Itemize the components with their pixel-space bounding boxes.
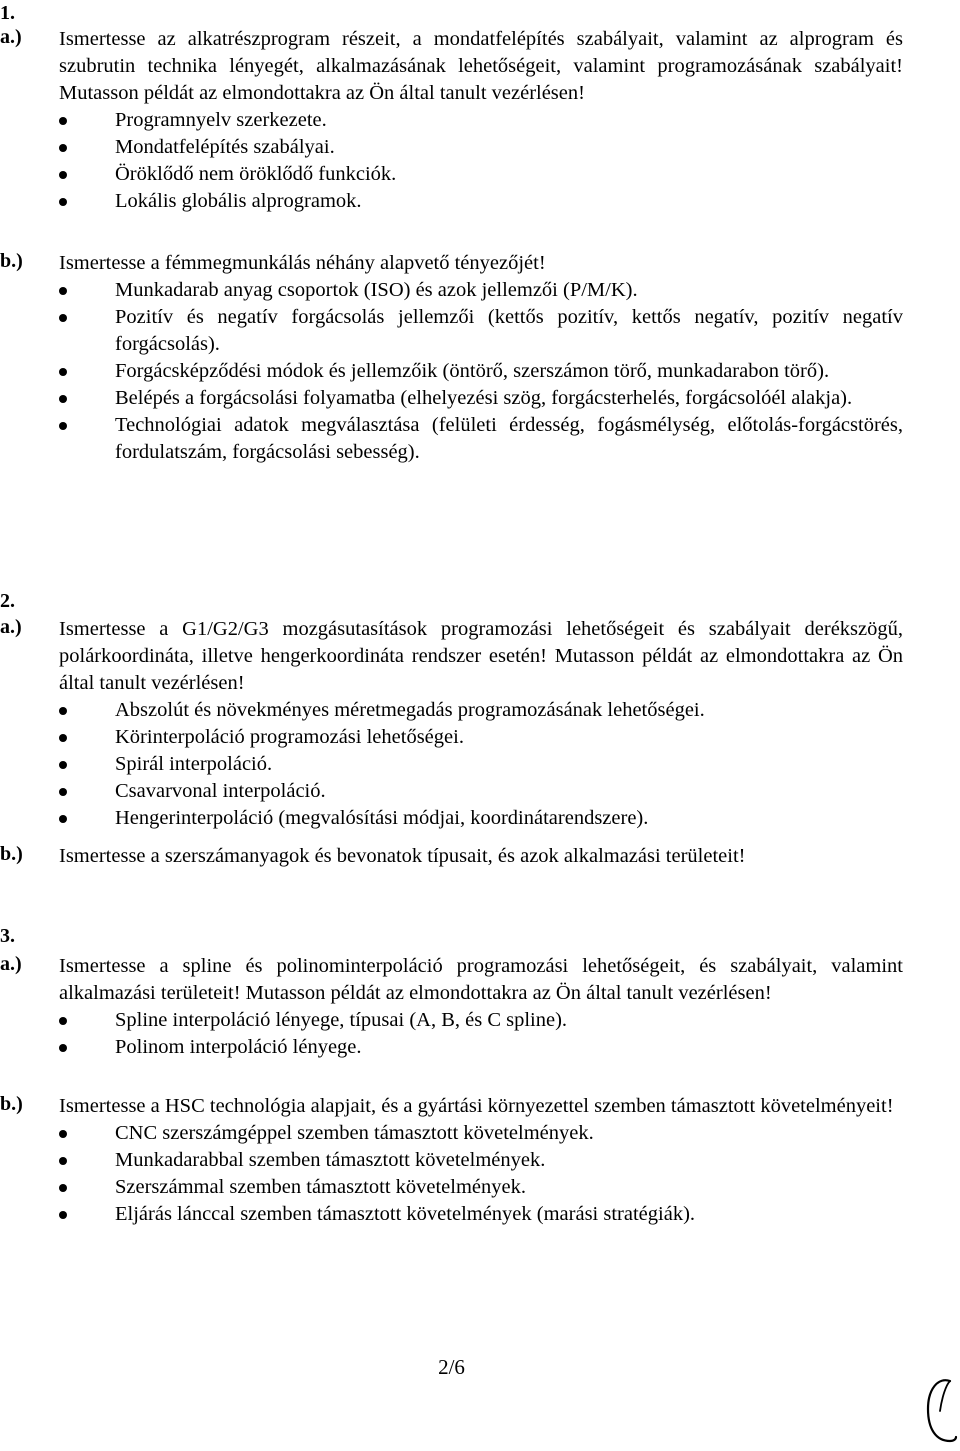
list-item — [115, 1034, 903, 1061]
list-item-text: Lokális globális alprogramok. — [115, 190, 362, 212]
list-item-text: Mondatfelépítés szabályai. — [115, 136, 335, 158]
list-item-text: Szerszámmal szemben támasztott követelmények. — [115, 1176, 526, 1198]
list-item — [115, 358, 903, 385]
list-item-text: Spline interpoláció lényege, típusai (A, B, és C spline). — [115, 1009, 568, 1031]
list-item — [115, 1147, 903, 1174]
list-item-text: Polinom interpoláció lényege. — [115, 1036, 362, 1058]
question-part — [0, 26, 903, 215]
part-text: Ismertesse a fémmegmunkálás néhány alapvető tényezőjét! — [59, 252, 546, 274]
bullet-list — [115, 277, 903, 466]
bullet-icon — [59, 734, 67, 742]
list-item-text: Eljárás lánccal szemben támasztott követelmények (marási stratégiák). — [115, 1203, 696, 1225]
part-label: b.) — [0, 1093, 23, 1115]
list-item-text: Technológiai adatok megválasztása (felületi érdesség, fogásmélység, előtolás-forgácstörés, fordulatszám, forgácsolási sebesség). — [115, 414, 903, 463]
list-item-text: CNC szerszámgéppel szemben támasztott követelmények. — [115, 1122, 594, 1144]
part-text: Ismertesse a G1/G2/G3 mozgásutasítások programozási lehetőségeit és szabályait derékszögű, polárkoordináta, illetve hengerkoordináta rendszer esetén! Mutasson példát az elmondottakra az Ön által tanult vezérlésen! — [59, 618, 903, 694]
bullet-icon — [59, 395, 67, 403]
list-item — [115, 304, 903, 358]
list-item — [115, 1007, 903, 1034]
bullet-list — [115, 107, 903, 215]
bullet-list — [115, 1120, 903, 1228]
bullet-icon — [59, 117, 67, 125]
part-text: Ismertesse az alkatrészprogram részeit, a mondatfelépítés szabályait, valamint az alprogram és szubrutin technika lényegét, alkalmazásának lehetőségeit, valamint programozásának szabályait! Mutasson példát az elmondottakra az Ön által tanult vezérlésen! — [59, 28, 903, 104]
bullet-icon — [59, 422, 67, 430]
question-number: 1. — [0, 2, 15, 24]
list-item — [115, 107, 903, 134]
question-part — [0, 1093, 903, 1228]
bullet-icon — [59, 788, 67, 796]
question-number: 3. — [0, 925, 15, 947]
list-item — [115, 161, 903, 188]
bullet-icon — [59, 287, 67, 295]
bullet-icon — [59, 1044, 67, 1052]
list-item-text: Abszolút és növekményes méretmegadás programozásának lehetőségei. — [115, 699, 705, 721]
part-label: a.) — [0, 953, 22, 975]
list-item-text: Forgácsképződési módok és jellemzőik (öntörő, szerszámon törő, munkadarabon törő). — [115, 360, 830, 382]
part-label: a.) — [0, 616, 22, 638]
list-item-text: Hengerinterpoláció (megvalósítási módjai, koordinátarendszere). — [115, 807, 649, 829]
bullet-icon — [59, 1157, 67, 1165]
list-item — [115, 805, 903, 832]
bullet-icon — [59, 1184, 67, 1192]
list-item-text: Munkadarab anyag csoportok (ISO) és azok jellemzői (P/M/K). — [115, 279, 638, 301]
part-text: Ismertesse a spline és polinominterpoláció programozási lehetőségeit, és szabályait, valamint alkalmazási területeit! Mutasson példát az elmondottakra az Ön által tanult vezérlésen! — [59, 955, 903, 1004]
list-item — [115, 412, 903, 466]
bullet-icon — [59, 198, 67, 206]
bullet-icon — [59, 314, 67, 322]
part-text: Ismertesse a szerszámanyagok és bevonatok típusait, és azok alkalmazási területeit! — [59, 845, 746, 867]
list-item — [115, 778, 903, 805]
bullet-icon — [59, 815, 67, 823]
list-item-text: Belépés a forgácsolási folyamatba (elhelyezési szög, forgácsterhelés, forgácsolóél alakja). — [115, 387, 853, 409]
list-item — [115, 697, 903, 724]
list-item — [115, 751, 903, 778]
list-item — [115, 134, 903, 161]
bullet-icon — [59, 1130, 67, 1138]
part-label: a.) — [0, 26, 22, 48]
bullet-icon — [59, 368, 67, 376]
list-item — [115, 724, 903, 751]
part-text: Ismertesse a HSC technológia alapjait, és a gyártási környezettel szemben támasztott követelményeit! — [59, 1095, 894, 1117]
list-item — [115, 1201, 903, 1228]
question-part — [0, 843, 903, 870]
question-number: 2. — [0, 590, 15, 612]
bullet-list — [115, 697, 903, 832]
list-item-text: Pozitív és negatív forgácsolás jellemzői (kettős pozitív, kettős negatív, pozitív negatív forgácsolás). — [115, 306, 903, 355]
question-part — [0, 616, 903, 832]
list-item — [115, 1174, 903, 1201]
page-number: 2/6 — [438, 1355, 465, 1379]
list-item-text: Csavarvonal interpoláció. — [115, 780, 326, 802]
bullet-icon — [59, 1211, 67, 1219]
bullet-icon — [59, 171, 67, 179]
question-part — [0, 250, 903, 466]
bullet-list — [115, 1007, 903, 1061]
part-label: b.) — [0, 250, 23, 272]
bullet-icon — [59, 707, 67, 715]
list-item — [115, 1120, 903, 1147]
part-label: b.) — [0, 843, 23, 865]
question-part — [0, 953, 903, 1061]
handwritten-mark-icon — [920, 1375, 958, 1447]
bullet-icon — [59, 1017, 67, 1025]
list-item-text: Munkadarabbal szemben támasztott követelmények. — [115, 1149, 546, 1171]
list-item-text: Körinterpoláció programozási lehetőségei. — [115, 726, 464, 748]
list-item — [115, 277, 903, 304]
list-item-text: Programnyelv szerkezete. — [115, 109, 327, 131]
list-item-text: Öröklődő nem öröklődő funkciók. — [115, 163, 397, 185]
bullet-icon — [59, 144, 67, 152]
list-item — [115, 385, 903, 412]
list-item — [115, 188, 903, 215]
bullet-icon — [59, 761, 67, 769]
list-item-text: Spirál interpoláció. — [115, 753, 273, 775]
